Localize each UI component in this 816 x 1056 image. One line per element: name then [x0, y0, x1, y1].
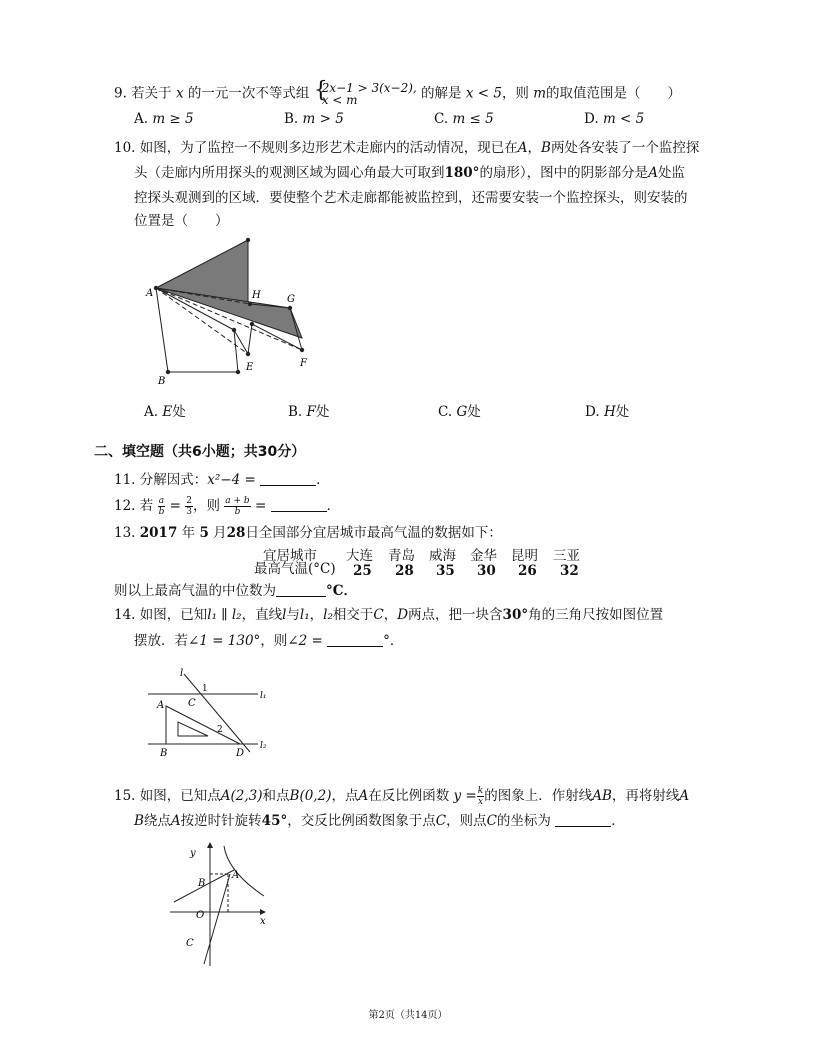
row-head-city: 宜居城市	[263, 548, 317, 564]
triangle-ruler-inner	[178, 722, 208, 736]
q15-answer-blank[interactable]	[555, 826, 611, 827]
q9-option-c[interactable]: C. m ≤ 5	[434, 111, 494, 127]
city-1: 青岛	[388, 548, 415, 564]
temp-2: 35	[436, 563, 455, 579]
triangle-ruler	[166, 706, 240, 744]
q13-stem: 13. 2017 年 5 月28日全国部分宜居城市最高气温的数据如下：	[114, 525, 502, 541]
label-g: G	[287, 294, 295, 305]
svg-text:y: y	[190, 848, 196, 859]
q15-stem-line2: B绕点A按逆时针旋转45°，交反比例函数图象于点C，则点C的坐标为 ．	[134, 813, 625, 829]
svg-text:A: A	[157, 700, 165, 711]
ray-ac	[204, 874, 230, 964]
q10-stem-line1: 10. 如图，为了监控一不规则多边形艺术走廊内的活动情况，现已在A，B两处各安装了一个监控探	[114, 140, 700, 156]
q15-stem-line1: 15. 如图，已知点A(2,3)和点B(0,2)，点A在反比例函数 y = $\frac{k}{x}$ 的图象上．作射线AB，再将射线A	[114, 786, 690, 807]
q9-option-a[interactable]: A. m ≥ 5	[134, 111, 194, 127]
label-f: F	[300, 358, 307, 369]
label-a: A	[146, 288, 154, 299]
q10-corridor-figure	[140, 232, 340, 392]
temp-5: 32	[560, 563, 579, 579]
svg-text:x: x	[260, 916, 266, 927]
hyperbola-branch	[224, 846, 264, 896]
row-head-temp: 最高气温(°C)	[254, 561, 336, 577]
svg-text:D: D	[236, 748, 245, 759]
q14-stem-line2: 摆放．若∠1 = 130°，则∠2 = °．	[134, 633, 404, 649]
page-footer: 第2页（共14页）	[368, 1010, 448, 1021]
inequality-system: { 2x−1 > 3(x−2), x < m	[313, 78, 417, 107]
q14-answer-blank[interactable]	[327, 646, 383, 647]
svg-text:B: B	[198, 878, 206, 889]
svg-text:C: C	[188, 698, 196, 709]
q9-option-d[interactable]: D. m < 5	[584, 111, 645, 127]
temp-4: 26	[518, 563, 537, 579]
q10-stem-line2: 头（走廊内所用探头的观测区域为圆心角最大可取到180°的扇形），图中的阴影部分是A处监	[134, 165, 685, 181]
svg-text:2: 2	[217, 725, 223, 735]
label-e: E	[246, 362, 254, 373]
svg-text:l₂: l₂	[260, 741, 267, 751]
svg-text:1: 1	[202, 684, 208, 694]
q12-stem: 12. 若 $\frac{a}{b}$ = $\frac{2}{3}$ ，则 $\frac{a + b}{b}$ = ．	[114, 496, 341, 517]
q12-answer-blank[interactable]	[271, 511, 327, 512]
temp-1: 28	[395, 563, 414, 579]
city-5: 三亚	[553, 548, 580, 564]
q13-ask: 则以上最高气温的中位数为 °C．	[114, 583, 357, 599]
svg-text:O: O	[196, 910, 205, 921]
q10-option-a[interactable]: A. E处	[144, 404, 186, 420]
svg-text:l: l	[180, 668, 184, 679]
q15-coordinate-figure	[168, 840, 288, 970]
q9-stem: 9. 若关于 x 的一元一次不等式组 { 2x−1 > 3(x−2), x < m 的解是 x < 5，则 m的取值范围是（ ）	[114, 78, 682, 107]
q13-answer-blank[interactable]	[276, 596, 326, 597]
q14-stem-line1: 14. 如图，已知l₁ ∥ l₂，直线l与l₁，l₂相交于C，D两点，把一块含30°角的三角尺按如图位置	[114, 607, 664, 623]
section-title: 二、填空题（共6小题；共30分）	[94, 444, 306, 460]
label-h: H	[252, 290, 261, 301]
svg-text:l₁: l₁	[260, 691, 267, 701]
temp-3: 30	[477, 563, 496, 579]
q10-option-c[interactable]: C. G处	[438, 404, 481, 420]
q11-stem: 11. 分解因式：x²−4 = ．	[114, 472, 330, 488]
q9-option-b[interactable]: B. m > 5	[284, 111, 344, 127]
q10-stem-line4: 位置是（ ）	[134, 213, 229, 229]
svg-text:B: B	[160, 748, 168, 759]
q10-option-b[interactable]: B. F处	[288, 404, 330, 420]
q14-parallel-lines-figure	[140, 664, 280, 760]
svg-text:A: A	[232, 870, 240, 881]
city-0: 大连	[346, 548, 373, 564]
label-b: B	[158, 376, 166, 387]
q10-stem-line3: 控探头观测到的区域．要使整个艺术走廊都能被监控到，还需要安装一个监控探头，则安装的	[134, 190, 688, 206]
q10-option-d[interactable]: D. H处	[585, 404, 630, 420]
city-2: 威海	[429, 548, 456, 564]
city-3: 金华	[470, 548, 497, 564]
city-4: 昆明	[511, 548, 538, 564]
temp-0: 25	[353, 563, 372, 579]
svg-text:C: C	[186, 938, 194, 949]
line-l	[184, 674, 250, 752]
q11-answer-blank[interactable]	[260, 485, 316, 486]
